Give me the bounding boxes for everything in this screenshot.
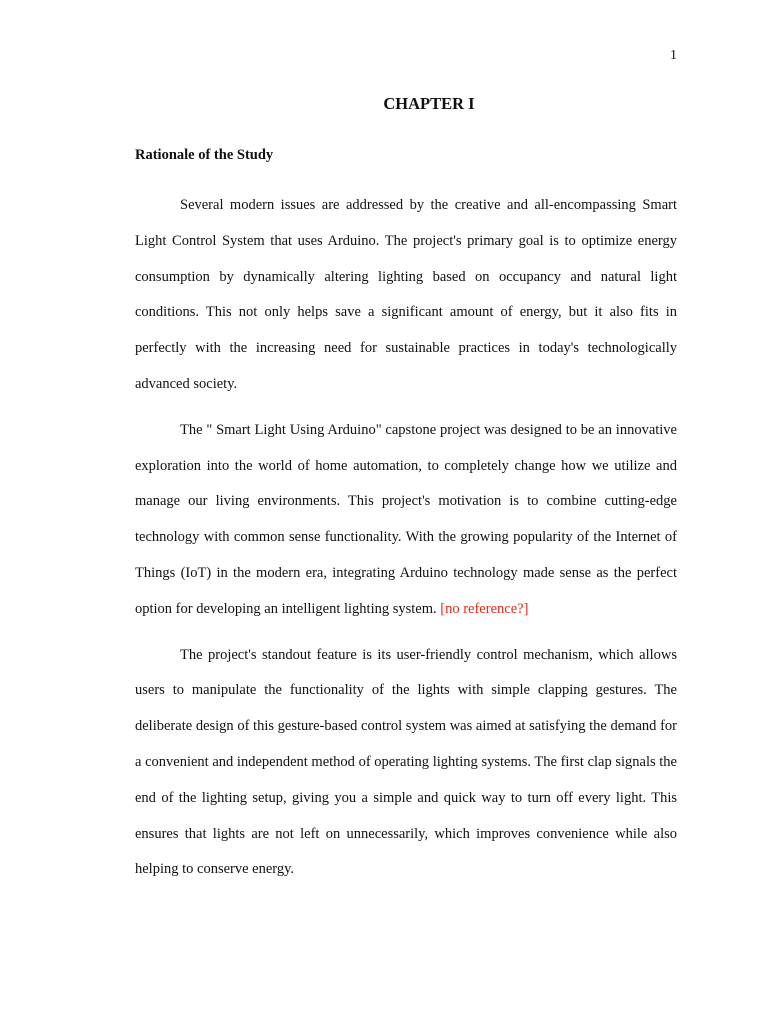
paragraph-1-text: Several modern issues are addressed by the creative and all-encompassing Smart Light Control System that uses Arduino. The project's primary goal is to optimize energy consumption by dynamically altering lighting based on occupancy and natural light conditions. This not only helps save a significant amount of energy, but it also fits in perfectly with the increasing need for sustainable practices in today's technologically advanced society. [135,197,677,392]
chapter-title: CHAPTER I [383,94,475,113]
paragraph-2-text: The " Smart Light Using Arduino" capstone project was designed to be an innovative exploration into the world of home automation, to completely change how we utilize and manage our living environments. This project's motivation is to combine cutting-edge technology with common sense functionality. With the growing popularity of the Internet of Things (IoT) in the modern era, integrating Arduino technology made sense as the perfect option for developing an intelligent lighting system. [135,421,677,617]
paragraph-1 [135,188,677,403]
paragraph-2 [135,413,677,628]
page-number: 1 [670,48,677,63]
paragraph-3-text: The project's standout feature is its user-friendly control mechanism, which allows users to manipulate the functionality of the lights with simple clapping gestures. The deliberate design of this gesture-based control system was aimed at satisfying the demand for a convenient and independent method of operating lighting systems. The first clap signals the end of the lighting setup, giving you a simple and quick way to turn off every light. This ensures that lights are not left on unnecessarily, which improves convenience while also helping to conserve energy. [135,646,677,878]
section-heading: Rationale of the Study [135,147,274,163]
body-text [135,188,677,898]
reviewer-annotation: [no reference?] [440,600,529,617]
paragraph-3 [135,638,677,889]
